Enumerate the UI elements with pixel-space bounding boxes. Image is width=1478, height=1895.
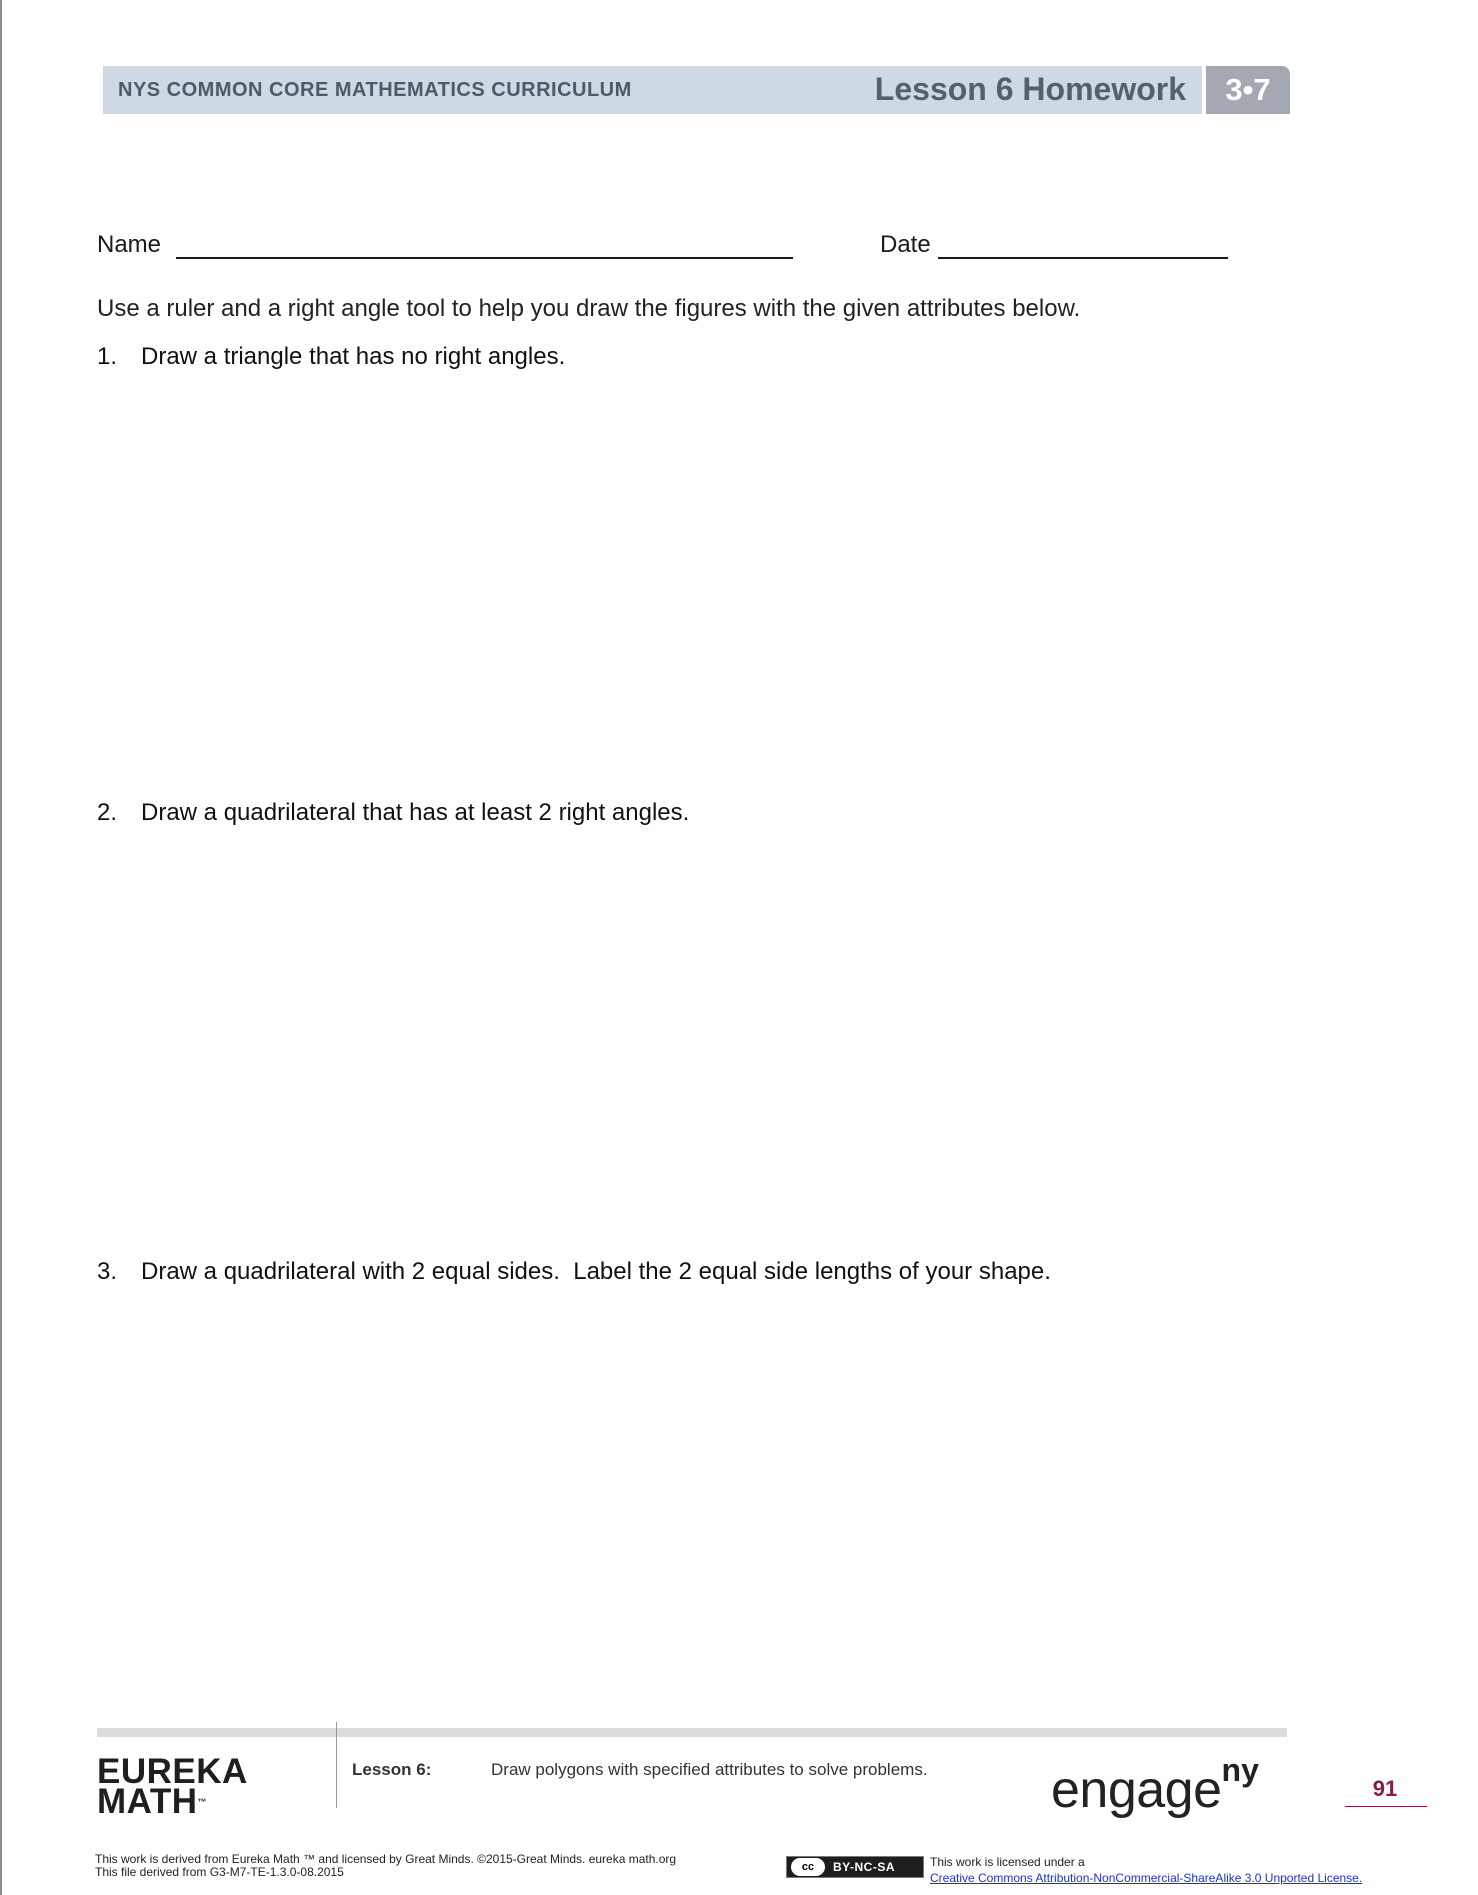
- derived-note: This work is derived from Eureka Math ™ and licensed by Great Minds. ©2015-Great Minds. eureka math.org: [95, 1852, 677, 1866]
- page-number: 91: [1372, 1776, 1398, 1801]
- problem-text: Draw a quadrilateral with 2 equal sides. Label the 2 equal side lengths of your shape.: [141, 1258, 1051, 1285]
- page-left-edge: [0, 0, 2, 1895]
- file-note: This file derived from G3-M7-TE-1.3.0-08.2015: [95, 1865, 344, 1879]
- engage-word: engage: [1051, 1761, 1222, 1819]
- footer-lesson-label: Lesson 6:: [352, 1760, 432, 1779]
- problem-number: 3.: [97, 1258, 118, 1285]
- license-link[interactable]: Creative Commons Attribution-NonCommercial-ShareAlike 3.0 Unported License.: [930, 1871, 1363, 1885]
- footer-divider: [336, 1722, 337, 1808]
- logo-line-1: EUREKA: [97, 1752, 248, 1791]
- instructions: Use a ruler and a right angle tool to help you draw the figures with the given attributes below.: [97, 295, 1081, 322]
- date-label: Date: [880, 231, 931, 258]
- lesson-title: Lesson 6 Homework: [874, 71, 1186, 107]
- header-bar: [103, 66, 1202, 114]
- license-prefix: This work is licensed under a: [930, 1855, 1085, 1869]
- footer-rule: [97, 1728, 1287, 1737]
- cc-badge-text: BY-NC-SA: [833, 1860, 896, 1874]
- problem-number: 1.: [97, 343, 118, 370]
- logo-line-2: MATH: [97, 1782, 198, 1821]
- logo-trademark: ™: [197, 1797, 207, 1807]
- curriculum-label: NYS COMMON CORE MATHEMATICS CURRICULUM: [118, 79, 632, 101]
- name-label: Name: [97, 231, 162, 258]
- problem-2: [97, 799, 689, 827]
- problem-1: [97, 343, 565, 371]
- eureka-math-logo: [97, 1752, 248, 1821]
- cc-icon: cc: [791, 1858, 825, 1876]
- page-number-rule: [1345, 1806, 1427, 1807]
- engageny-logo: [1051, 1752, 1259, 1820]
- problem-text: Draw a triangle that has no right angles.: [141, 343, 566, 370]
- name-field[interactable]: [176, 257, 793, 259]
- cc-license-badge: [786, 1856, 924, 1878]
- date-field[interactable]: [938, 257, 1228, 259]
- footer-lesson-description: Draw polygons with specified attributes to solve problems.: [491, 1760, 928, 1779]
- module-badge: 3•7: [1206, 66, 1290, 114]
- engage-ny: ny: [1221, 1752, 1259, 1788]
- problem-text: Draw a quadrilateral that has at least 2 right angles.: [141, 799, 690, 826]
- problem-number: 2.: [97, 799, 118, 826]
- problem-3: [97, 1258, 1051, 1286]
